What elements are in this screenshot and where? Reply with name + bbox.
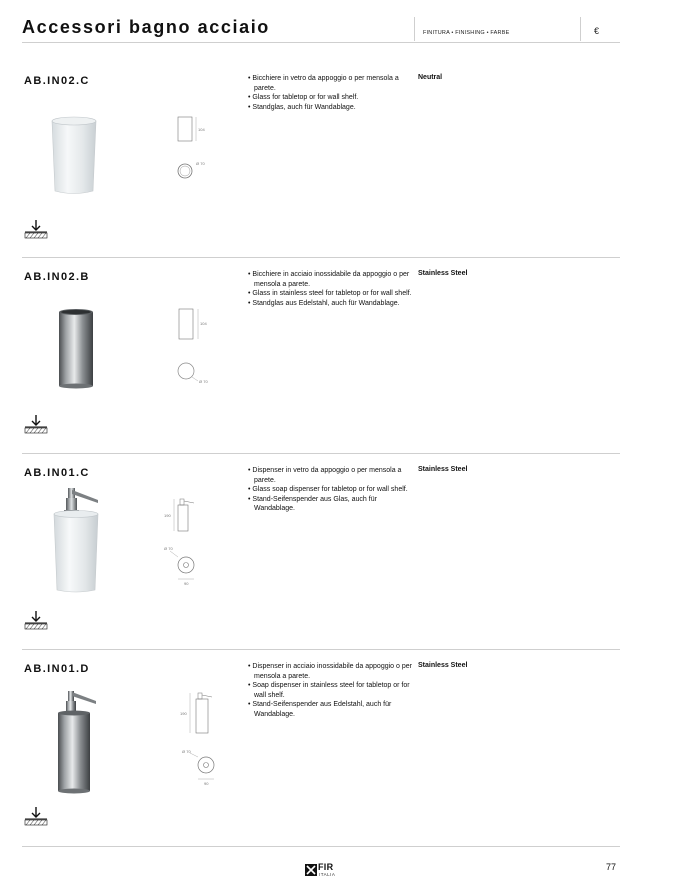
footer-divider <box>22 846 620 847</box>
product-description <box>248 662 418 719</box>
description-de: • Stand-Seifenspender aus Edelstahl, auch für Wandablage. <box>248 700 418 719</box>
tabletop-install-icon <box>24 609 48 631</box>
technical-drawing <box>174 115 214 185</box>
product-section <box>22 453 620 649</box>
dimension-diameter: Ø 70 <box>182 749 191 754</box>
header-divider <box>580 17 581 41</box>
product-section <box>22 257 620 453</box>
brand-logo <box>305 864 343 880</box>
product-code: AB.IN02.C <box>24 75 90 87</box>
page-title: Accessori bagno acciaio <box>22 17 270 37</box>
dimension-diameter: Ø 70 <box>164 546 173 551</box>
product-description <box>248 74 418 112</box>
page-number: 77 <box>606 862 617 872</box>
product-finish: Stainless Steel <box>418 466 468 473</box>
dimension-diameter: Ø 70 <box>199 379 208 384</box>
currency-column-label: € <box>594 26 600 36</box>
dimension-height: 190 <box>164 513 171 518</box>
product-finish: Neutral <box>418 74 443 81</box>
product-finish: Stainless Steel <box>418 662 468 669</box>
brand-mark-icon <box>305 864 317 876</box>
tabletop-install-icon <box>24 805 48 827</box>
section-divider <box>22 453 620 454</box>
description-de: • Standglas aus Edelstahl, auch für Wandablage. <box>248 299 418 309</box>
technical-drawing <box>174 307 214 387</box>
product-section <box>22 649 620 845</box>
tabletop-install-icon <box>24 413 48 435</box>
dimension-diameter: Ø 70 <box>196 161 205 166</box>
description-it: • Dispenser in vetro da appoggio o per mensola a parete. <box>248 466 418 485</box>
section-divider <box>22 257 620 258</box>
description-de: • Standglas, auch für Wandablage. <box>248 103 418 113</box>
brand-subtitle: ITALIA <box>319 872 336 877</box>
tabletop-install-icon <box>24 218 48 240</box>
product-photo-steel-dispenser <box>54 689 102 795</box>
technical-drawing <box>162 689 226 789</box>
dimension-height: 104 <box>198 127 205 132</box>
description-en: • Glass in stainless steel for tabletop or for wall shelf. <box>248 289 418 299</box>
technical-drawing <box>162 495 226 591</box>
product-code: AB.IN01.D <box>24 663 90 675</box>
description-de: • Stand-Seifenspender aus Glas, auch für Wandablage. <box>248 495 418 514</box>
product-photo-steel-glass <box>54 308 98 390</box>
brand-name: FIR <box>318 862 334 872</box>
finishing-column-label: FINITURA • FINISHING • FARBE <box>423 30 510 36</box>
description-en: • Glass soap dispenser for tabletop or for wall shelf. <box>248 485 418 495</box>
description-it: • Bicchiere in acciaio inossidabile da appoggio o per mensola a parete. <box>248 270 418 289</box>
product-description <box>248 466 418 514</box>
product-code: AB.IN02.B <box>24 271 90 283</box>
product-photo-frosted-glass <box>46 113 102 197</box>
product-photo-glass-dispenser <box>48 486 104 596</box>
dimension-height: 104 <box>200 321 207 326</box>
dimension-depth: 90 <box>184 581 189 586</box>
dimension-height: 190 <box>180 711 187 716</box>
description-it: • Dispenser in acciaio inossidabile da appoggio o per mensola a parete. <box>248 662 418 681</box>
dimension-depth: 90 <box>204 781 209 786</box>
page-header <box>22 14 620 43</box>
product-finish: Stainless Steel <box>418 270 468 277</box>
product-section <box>22 61 620 257</box>
product-code: AB.IN01.C <box>24 467 90 479</box>
header-divider <box>414 17 415 41</box>
description-it: • Bicchiere in vetro da appoggio o per mensola a parete. <box>248 74 418 93</box>
section-divider <box>22 649 620 650</box>
product-description <box>248 270 418 308</box>
description-en: • Glass for tabletop or for wall shelf. <box>248 93 418 103</box>
description-en: • Soap dispenser in stainless steel for tabletop or for wall shelf. <box>248 681 418 700</box>
